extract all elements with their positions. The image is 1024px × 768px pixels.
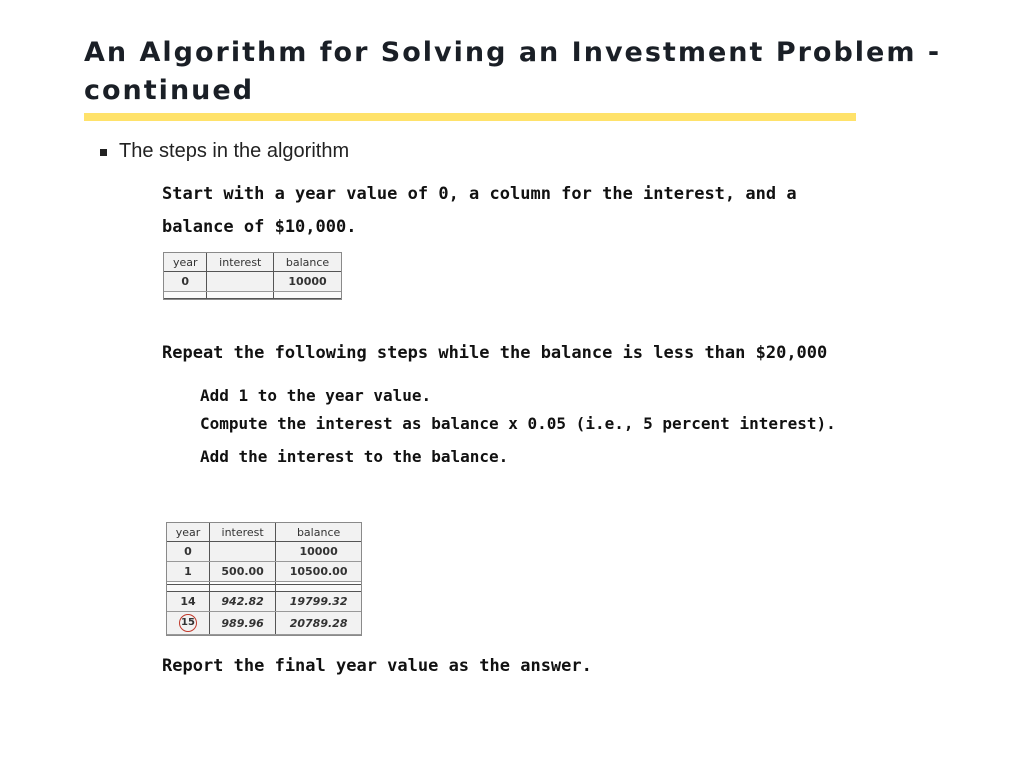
cell-balance: 10000 <box>274 272 341 292</box>
title-underline <box>84 113 856 121</box>
col-balance-header: balance <box>276 523 361 542</box>
initial-table <box>163 252 342 300</box>
circled-final-year: 15 <box>179 614 197 632</box>
col-year-header: year <box>164 253 207 272</box>
cell-interest <box>210 542 276 562</box>
table-row <box>167 542 361 562</box>
cell-balance: 20789.28 <box>276 612 361 635</box>
cell-balance: 10000 <box>276 542 361 562</box>
substep-add-year: Add 1 to the year value. <box>200 386 432 405</box>
cell-balance: 10500.00 <box>276 562 361 582</box>
cell-balance: 19799.32 <box>276 592 361 612</box>
bullet-text: The steps in the algorithm <box>119 140 350 162</box>
substep-compute-interest: Compute the interest as balance x 0.05 (i.e., 5 percent interest). <box>200 414 836 433</box>
slide-title: An Algorithm for Solving an Investment Problem - continued <box>84 37 942 106</box>
cell-year: 14 <box>167 592 210 612</box>
table-row <box>167 562 361 582</box>
table-row <box>167 612 361 635</box>
cell-year: 1 <box>167 562 210 582</box>
cell-interest <box>207 272 274 292</box>
step2-repeat: Repeat the following steps while the balance is less than $20,000 <box>162 343 828 363</box>
col-interest-header: interest <box>210 523 276 542</box>
cell-year-final <box>167 612 210 635</box>
cell-interest: 989.96 <box>210 612 276 635</box>
cell-interest: 500.00 <box>210 562 276 582</box>
step3-report: Report the final year value as the answer. <box>162 656 592 676</box>
table-row <box>167 592 361 612</box>
cell-interest: 942.82 <box>210 592 276 612</box>
col-balance-header: balance <box>274 253 341 272</box>
cell-year: 0 <box>167 542 210 562</box>
col-year-header: year <box>167 523 210 542</box>
cell-year: 0 <box>164 272 207 292</box>
substep-add-interest: Add the interest to the balance. <box>200 447 509 466</box>
bullet-item <box>100 140 349 163</box>
step1-line1: Start with a year value of 0, a column for the interest, and a <box>162 184 797 204</box>
step1-line2: balance of $10,000. <box>162 217 357 237</box>
square-bullet-icon <box>100 149 107 156</box>
col-interest-header: interest <box>207 253 274 272</box>
iteration-table <box>166 522 362 636</box>
table-row <box>164 272 341 292</box>
